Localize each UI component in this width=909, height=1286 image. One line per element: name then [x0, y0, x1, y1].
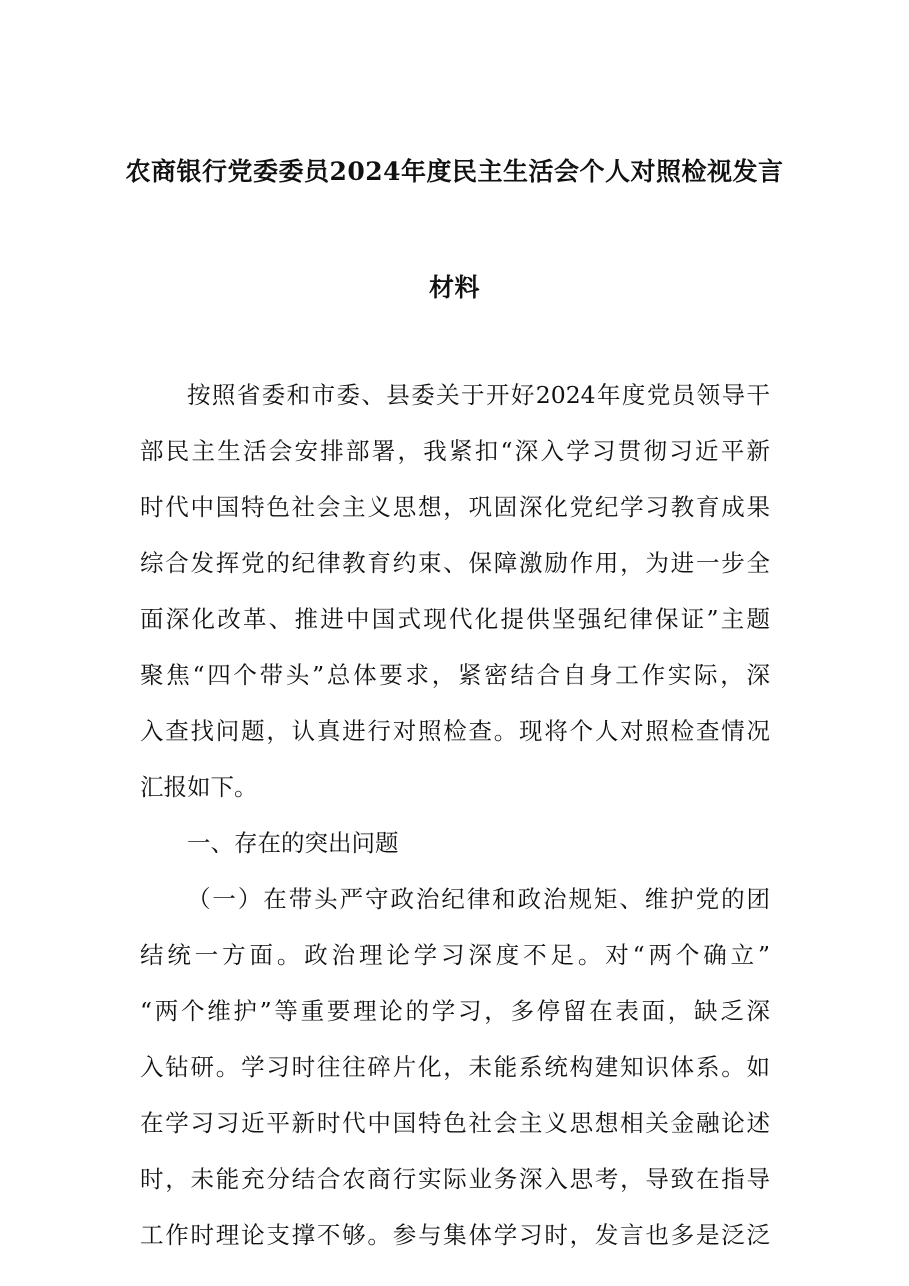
paragraph-1-line-4: 综合发挥党的纪律教育约束、保障激励作用，为进一步全 [140, 549, 770, 577]
paragraph-1-line-7: 入查找问题，认真进行对照检查。现将个人对照检查情况 [140, 717, 770, 745]
paragraph-1-line-6: 聚焦“四个带头”总体要求，紧密结合自身工作实际，深 [140, 661, 770, 689]
paragraph-1-line-5: 面深化改革、推进中国式现代化提供坚强纪律保证”主题 [140, 605, 770, 633]
document-title-line-2: 材料 [428, 273, 480, 302]
paragraph-2-line-5: 在学习习近平新时代中国特色社会主义思想相关金融论述 [140, 1109, 770, 1137]
paragraph-1-line-2: 部民主生活会安排部署，我紧扣“深入学习贯彻习近平新 [140, 437, 770, 465]
paragraph-2-line-3: “两个维护”等重要理论的学习，多停留在表面，缺乏深 [140, 997, 770, 1025]
paragraph-2-line-6: 时，未能充分结合农商行实际业务深入思考，导致在指导 [140, 1165, 770, 1193]
paragraph-2-line-2: 结统一方面。政治理论学习深度不足。对“两个确立” [140, 941, 770, 969]
paragraph-1-line-3: 时代中国特色社会主义思想，巩固深化党纪学习教育成果 [140, 493, 770, 521]
paragraph-2-line-1: （一）在带头严守政治纪律和政治规矩、维护党的团 [187, 885, 770, 913]
paragraph-2-line-4: 入钻研。学习时往往碎片化，未能系统构建知识体系。如 [140, 1053, 770, 1081]
paragraph-2-line-7: 工作时理论支撑不够。参与集体学习时，发言也多是泛泛 [140, 1221, 770, 1249]
document-title-line-1: 农商银行党委委员2024年度民主生活会个人对照检视发言 [125, 157, 784, 186]
paragraph-1-line-8: 汇报如下。 [140, 773, 258, 801]
section-heading-1: 一、存在的突出问题 [187, 829, 399, 857]
paragraph-1-line-1: 按照省委和市委、县委关于开好2024年度党员领导干 [187, 381, 770, 409]
